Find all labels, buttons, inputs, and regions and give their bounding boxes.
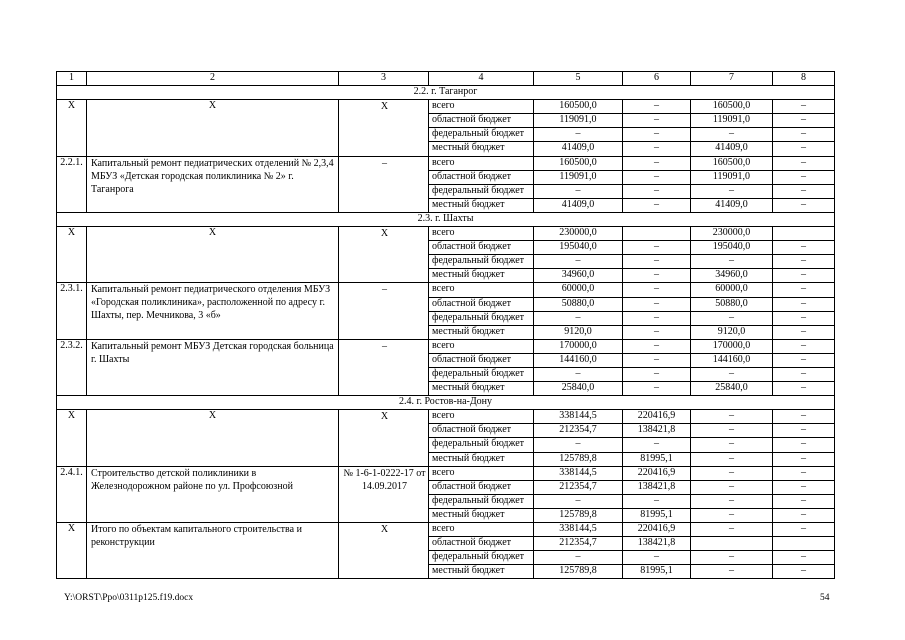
amount-cell: – — [691, 255, 773, 269]
amount-cell — [773, 537, 835, 551]
amount-cell: – — [623, 339, 691, 353]
header-row — [57, 72, 835, 86]
amount-cell: – — [623, 494, 691, 508]
section-row — [57, 212, 835, 226]
amount-cell: – — [691, 523, 773, 537]
column-header: 7 — [691, 72, 773, 86]
amount-cell: 160500,0 — [691, 156, 773, 170]
item-number: 2.2.1. — [57, 156, 87, 212]
document-path: Y:\ORST\Ppo\0311p125.f19.docx — [64, 593, 194, 603]
amount-cell: – — [691, 466, 773, 480]
amount-cell — [691, 537, 773, 551]
amount-cell: 41409,0 — [691, 198, 773, 212]
item-number: 2.3.1. — [57, 283, 87, 339]
amount-cell: 119091,0 — [534, 114, 623, 128]
item-number: X — [57, 100, 87, 156]
amount-cell: – — [773, 255, 835, 269]
amount-cell: 9120,0 — [691, 325, 773, 339]
amount-cell: 9120,0 — [534, 325, 623, 339]
budget-label: местный бюджет — [429, 325, 534, 339]
table-row — [57, 523, 835, 537]
amount-cell: 119091,0 — [534, 170, 623, 184]
budget-label: федеральный бюджет — [429, 551, 534, 565]
table-row — [57, 283, 835, 297]
amount-cell: – — [534, 367, 623, 381]
item-name: X — [87, 410, 339, 466]
amount-cell: 220416,9 — [623, 410, 691, 424]
column-header: 5 — [534, 72, 623, 86]
amount-cell: – — [691, 480, 773, 494]
item-document: – — [339, 339, 429, 395]
amount-cell: 160500,0 — [691, 100, 773, 114]
budget-label: местный бюджет — [429, 142, 534, 156]
amount-cell: – — [623, 269, 691, 283]
budget-label: федеральный бюджет — [429, 367, 534, 381]
amount-cell: 144160,0 — [691, 353, 773, 367]
table-row — [57, 339, 835, 353]
column-header: 6 — [623, 72, 691, 86]
amount-cell: – — [773, 339, 835, 353]
amount-cell: 119091,0 — [691, 170, 773, 184]
amount-cell: – — [623, 283, 691, 297]
amount-cell: – — [773, 508, 835, 522]
budget-table — [56, 71, 835, 579]
amount-cell: – — [691, 311, 773, 325]
table-row — [57, 410, 835, 424]
amount-cell: 230000,0 — [534, 227, 623, 241]
budget-label: федеральный бюджет — [429, 255, 534, 269]
section-row — [57, 396, 835, 410]
amount-cell: 34960,0 — [691, 269, 773, 283]
amount-cell: – — [534, 438, 623, 452]
amount-cell: – — [773, 325, 835, 339]
budget-label: всего — [429, 227, 534, 241]
amount-cell: – — [773, 241, 835, 255]
item-number: X — [57, 227, 87, 283]
amount-cell: – — [773, 523, 835, 537]
amount-cell: – — [691, 410, 773, 424]
amount-cell: – — [623, 142, 691, 156]
item-name: Строительство детской поликлиники в Железнодорожном районе по ул. Профсоюзной — [87, 466, 339, 522]
amount-cell: 41409,0 — [534, 198, 623, 212]
amount-cell: 170000,0 — [691, 339, 773, 353]
amount-cell: – — [534, 128, 623, 142]
table-row — [57, 227, 835, 241]
section-title: 2.3. г. Шахты — [57, 212, 835, 226]
amount-cell: 144160,0 — [534, 353, 623, 367]
section-title: 2.4. г. Ростов-на-Дону — [57, 396, 835, 410]
amount-cell: 220416,9 — [623, 466, 691, 480]
amount-cell: – — [773, 156, 835, 170]
section-row — [57, 86, 835, 100]
amount-cell: – — [623, 170, 691, 184]
amount-cell: – — [773, 438, 835, 452]
amount-cell: – — [691, 367, 773, 381]
budget-label: всего — [429, 339, 534, 353]
budget-label: федеральный бюджет — [429, 128, 534, 142]
amount-cell: – — [534, 311, 623, 325]
amount-cell: – — [534, 494, 623, 508]
budget-label: всего — [429, 100, 534, 114]
amount-cell: – — [534, 551, 623, 565]
amount-cell: – — [691, 565, 773, 579]
budget-label: местный бюджет — [429, 269, 534, 283]
amount-cell: – — [773, 565, 835, 579]
amount-cell: 195040,0 — [534, 241, 623, 255]
amount-cell: 25840,0 — [691, 382, 773, 396]
item-number: X — [57, 410, 87, 466]
column-header: 8 — [773, 72, 835, 86]
amount-cell: 160500,0 — [534, 156, 623, 170]
item-name: X — [87, 227, 339, 283]
amount-cell: – — [773, 367, 835, 381]
budget-label: местный бюджет — [429, 565, 534, 579]
amount-cell: – — [623, 367, 691, 381]
amount-cell: – — [623, 100, 691, 114]
amount-cell: – — [623, 297, 691, 311]
amount-cell: 170000,0 — [534, 339, 623, 353]
column-header: 3 — [339, 72, 429, 86]
item-document: X — [339, 100, 429, 156]
amount-cell: – — [691, 438, 773, 452]
amount-cell: 81995,1 — [623, 508, 691, 522]
page-number: 54 — [820, 593, 830, 603]
amount-cell: – — [773, 353, 835, 367]
budget-label: местный бюджет — [429, 382, 534, 396]
budget-label: всего — [429, 156, 534, 170]
amount-cell: – — [691, 424, 773, 438]
amount-cell: 212354,7 — [534, 424, 623, 438]
amount-cell: – — [773, 494, 835, 508]
amount-cell: 212354,7 — [534, 537, 623, 551]
item-name: Капитальный ремонт МБУЗ Детская городская больница г. Шахты — [87, 339, 339, 395]
amount-cell: – — [773, 452, 835, 466]
amount-cell: – — [773, 424, 835, 438]
amount-cell: – — [773, 410, 835, 424]
budget-label: областной бюджет — [429, 353, 534, 367]
budget-label: областной бюджет — [429, 297, 534, 311]
amount-cell: 60000,0 — [534, 283, 623, 297]
amount-cell: – — [773, 114, 835, 128]
column-header: 4 — [429, 72, 534, 86]
amount-cell: – — [773, 198, 835, 212]
amount-cell: 41409,0 — [534, 142, 623, 156]
amount-cell — [773, 227, 835, 241]
amount-cell: – — [691, 494, 773, 508]
budget-label: областной бюджет — [429, 170, 534, 184]
budget-label: федеральный бюджет — [429, 311, 534, 325]
amount-cell: 119091,0 — [691, 114, 773, 128]
amount-cell: – — [691, 452, 773, 466]
budget-label: федеральный бюджет — [429, 184, 534, 198]
amount-cell: – — [773, 269, 835, 283]
amount-cell: – — [773, 297, 835, 311]
budget-label: местный бюджет — [429, 198, 534, 212]
amount-cell: 338144,5 — [534, 523, 623, 537]
amount-cell: 195040,0 — [691, 241, 773, 255]
amount-cell: – — [773, 551, 835, 565]
amount-cell: – — [623, 353, 691, 367]
budget-label: областной бюджет — [429, 114, 534, 128]
amount-cell: 125789,8 — [534, 508, 623, 522]
amount-cell: – — [773, 100, 835, 114]
amount-cell: 138421,8 — [623, 537, 691, 551]
amount-cell — [623, 227, 691, 241]
amount-cell: – — [623, 255, 691, 269]
column-header: 1 — [57, 72, 87, 86]
amount-cell: 160500,0 — [534, 100, 623, 114]
amount-cell: – — [623, 128, 691, 142]
amount-cell: 41409,0 — [691, 142, 773, 156]
amount-cell: – — [773, 170, 835, 184]
item-number: X — [57, 523, 87, 579]
amount-cell: 125789,8 — [534, 452, 623, 466]
amount-cell: 81995,1 — [623, 565, 691, 579]
budget-label: местный бюджет — [429, 452, 534, 466]
amount-cell: 50880,0 — [534, 297, 623, 311]
table-row — [57, 100, 835, 114]
amount-cell: 230000,0 — [691, 227, 773, 241]
amount-cell: – — [623, 156, 691, 170]
amount-cell: – — [623, 325, 691, 339]
amount-cell: – — [773, 382, 835, 396]
amount-cell: – — [773, 142, 835, 156]
amount-cell: – — [691, 128, 773, 142]
column-header: 2 — [87, 72, 339, 86]
budget-label: областной бюджет — [429, 480, 534, 494]
amount-cell: 25840,0 — [534, 382, 623, 396]
item-number: 2.3.2. — [57, 339, 87, 395]
amount-cell: 338144,5 — [534, 410, 623, 424]
budget-label: местный бюджет — [429, 508, 534, 522]
item-document: № 1-6-1-0222-17 от 14.09.2017 — [339, 466, 429, 522]
budget-label: всего — [429, 283, 534, 297]
amount-cell: – — [623, 184, 691, 198]
amount-cell: 125789,8 — [534, 565, 623, 579]
amount-cell: 212354,7 — [534, 480, 623, 494]
item-document: – — [339, 283, 429, 339]
amount-cell: – — [773, 480, 835, 494]
amount-cell: 220416,9 — [623, 523, 691, 537]
item-document: X — [339, 523, 429, 579]
amount-cell: – — [691, 551, 773, 565]
amount-cell: – — [773, 311, 835, 325]
table-row — [57, 466, 835, 480]
amount-cell: – — [623, 382, 691, 396]
budget-label: областной бюджет — [429, 241, 534, 255]
amount-cell: – — [534, 255, 623, 269]
budget-label: всего — [429, 466, 534, 480]
amount-cell: – — [773, 466, 835, 480]
amount-cell: – — [691, 184, 773, 198]
amount-cell: 50880,0 — [691, 297, 773, 311]
item-name: Капитальный ремонт педиатрического отделения МБУЗ «Городская поликлиника», расположенной по адресу г. Шахты, пер. Мечникова, 3 «б» — [87, 283, 339, 339]
amount-cell: – — [534, 184, 623, 198]
amount-cell: 81995,1 — [623, 452, 691, 466]
item-name: Капитальный ремонт педиатрических отделений № 2,3,4 МБУЗ «Детская городская поликлиника № 2» г. Таганрога — [87, 156, 339, 212]
budget-label: всего — [429, 523, 534, 537]
item-document: X — [339, 227, 429, 283]
amount-cell: – — [773, 128, 835, 142]
amount-cell: 138421,8 — [623, 424, 691, 438]
amount-cell: – — [773, 184, 835, 198]
amount-cell: – — [623, 114, 691, 128]
amount-cell: – — [691, 508, 773, 522]
amount-cell: – — [623, 438, 691, 452]
amount-cell: 34960,0 — [534, 269, 623, 283]
item-document: X — [339, 410, 429, 466]
budget-label: федеральный бюджет — [429, 438, 534, 452]
amount-cell: – — [623, 311, 691, 325]
amount-cell: – — [773, 283, 835, 297]
amount-cell: – — [623, 241, 691, 255]
amount-cell: 338144,5 — [534, 466, 623, 480]
table-row — [57, 156, 835, 170]
item-name: X — [87, 100, 339, 156]
item-number: 2.4.1. — [57, 466, 87, 522]
item-document: – — [339, 156, 429, 212]
section-title: 2.2. г. Таганрог — [57, 86, 835, 100]
budget-label: всего — [429, 410, 534, 424]
budget-label: областной бюджет — [429, 424, 534, 438]
amount-cell: – — [623, 551, 691, 565]
budget-label: федеральный бюджет — [429, 494, 534, 508]
budget-label: областной бюджет — [429, 537, 534, 551]
amount-cell: 138421,8 — [623, 480, 691, 494]
amount-cell: 60000,0 — [691, 283, 773, 297]
amount-cell: – — [623, 198, 691, 212]
item-name: Итого по объектам капитального строительства и реконструкции — [87, 523, 339, 579]
